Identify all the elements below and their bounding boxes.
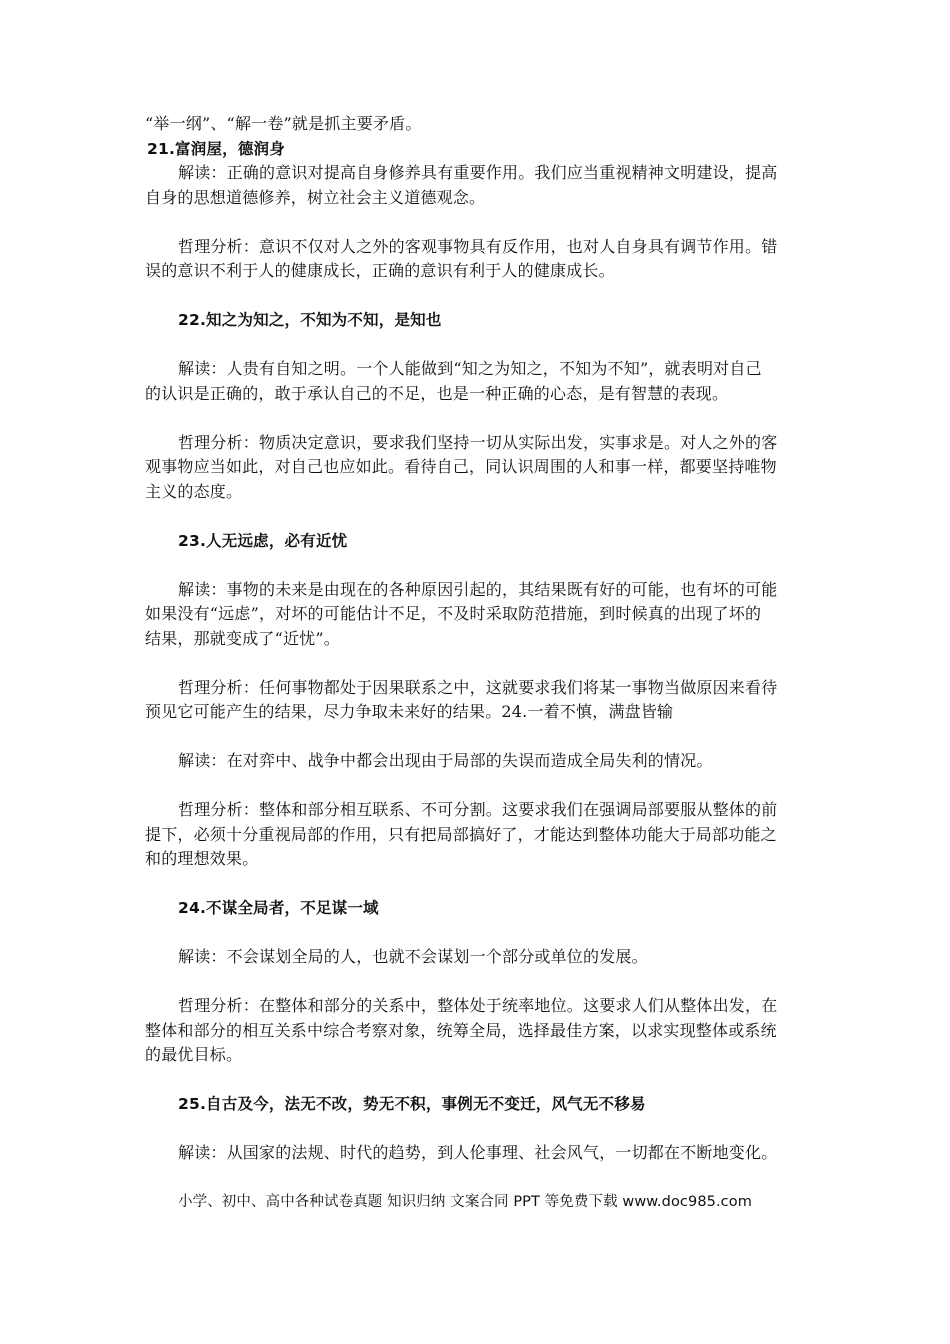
spacer [145, 651, 810, 676]
analysis-23-line-2: 预见它可能产生的结果，尽力争取未来好的结果。24.一着不慎，满盘皆输 [145, 702, 674, 721]
interpretation-24a-line-1: 解读：在对弈中、战争中都会出现由于局部的失误而造成全局失利的情况。 [178, 751, 713, 770]
spacer [145, 725, 810, 750]
analysis-21-line-1: 哲理分析：意识不仅对人之外的客观事物具有反作用，也对人自身具有调节作用。错 [178, 236, 778, 256]
analysis-22-line-2: 观事物应当如此，对自己也应如此。看待自己，同认识周围的人和事一样，都要坚持唯物 [145, 457, 777, 476]
spacer [145, 774, 810, 799]
interpretation-23-line-2: 如果没有“远虑”，对坏的可能估计不足，不及时采取防范措施，到时候真的出现了坏的 [145, 604, 762, 623]
spacer [145, 1117, 810, 1142]
heading-21: 21.富润屋，德润身 [147, 139, 285, 158]
interpretation-21-line-1: 解读：正确的意识对提高自身修养具有重要作用。我们应当重视精神文明建设，提高 [178, 163, 778, 182]
spacer [145, 553, 810, 578]
analysis-24-line-1: 哲理分析：在整体和部分的关系中，整体处于统率地位。这要求人们从整体出发，在 [178, 996, 778, 1015]
footer-watermark-text: 小学、初中、高中各种试卷真题 知识归纳 文案合同 PPT 等免费下载 www.doc985.com [178, 1194, 752, 1210]
analysis-23-line-1: 哲理分析：任何事物都处于因果联系之中，这就要求我们将某一事物当做原因来看待 [178, 677, 778, 697]
analysis-21-line-2: 误的意识不利于人的健康成长，正确的意识有利于人的健康成长。 [145, 261, 615, 280]
heading-22: 22.知之为知之，不知为不知，是知也 [178, 311, 442, 329]
spacer [145, 970, 810, 995]
heading-23: 23.人无远虑，必有近忧 [178, 531, 348, 550]
spacer [145, 406, 810, 431]
interpretation-24-line-1: 解读：不会谋划全局的人，也就不会谋划一个部分或单位的发展。 [178, 947, 648, 966]
spacer [145, 1068, 810, 1093]
analysis-24a-line-3: 和的理想效果。 [145, 849, 259, 868]
spacer [145, 284, 810, 309]
analysis-24-line-3: 的最优目标。 [145, 1045, 243, 1064]
analysis-22-line-1: 哲理分析：物质决定意识，要求我们坚持一切从实际出发，实事求是。对人之外的客 [178, 432, 778, 452]
analysis-24-line-2: 整体和部分的相互关系中综合考察对象，统筹全局，选择最佳方案，以求实现整体或系统 [145, 1020, 777, 1040]
analysis-24a-line-1: 哲理分析：整体和部分相互联系、不可分割。这要求我们在强调局部要服从整体的前 [178, 800, 778, 819]
spacer [145, 921, 810, 946]
interpretation-23-line-3: 结果，那就变成了“近忧”。 [145, 628, 340, 648]
interpretation-22-line-1: 解读：人贵有自知之明。一个人能做到“知之为知之，不知为不知”，就表明对自己 [178, 359, 762, 378]
spacer [145, 872, 810, 897]
interpretation-21-line-2: 自身的思想道德修养，树立社会主义道德观念。 [145, 187, 486, 207]
interpretation-23-line-1: 解读：事物的未来是由现在的各种原因引起的，其结果既有好的可能，也有坏的可能 [178, 579, 778, 599]
heading-25: 25.自古及今，法无不改，势无不积，事例无不变迁，风气无不移易 [178, 1095, 646, 1113]
spacer [145, 210, 810, 235]
document-body [145, 112, 810, 1166]
interpretation-25-line-1: 解读：从国家的法规、时代的趋势，到人伦事理、社会风气，一切都在不断地变化。 [178, 1143, 778, 1162]
interpretation-22-line-2: 的认识是正确的，敢于承认自己的不足，也是一种正确的心态，是有智慧的表现。 [145, 383, 729, 403]
intro-line: “举一纲”、“解一卷”就是抓主要矛盾。 [145, 114, 422, 133]
analysis-22-line-3: 主义的态度。 [145, 481, 243, 501]
spacer [145, 333, 810, 358]
spacer [145, 504, 810, 529]
heading-24: 24.不谋全局者，不足谋一域 [178, 899, 379, 917]
analysis-24a-line-2: 提下，必须十分重视局部的作用，只有把局部搞好了，才能达到整体功能大于局部功能之 [145, 824, 777, 844]
